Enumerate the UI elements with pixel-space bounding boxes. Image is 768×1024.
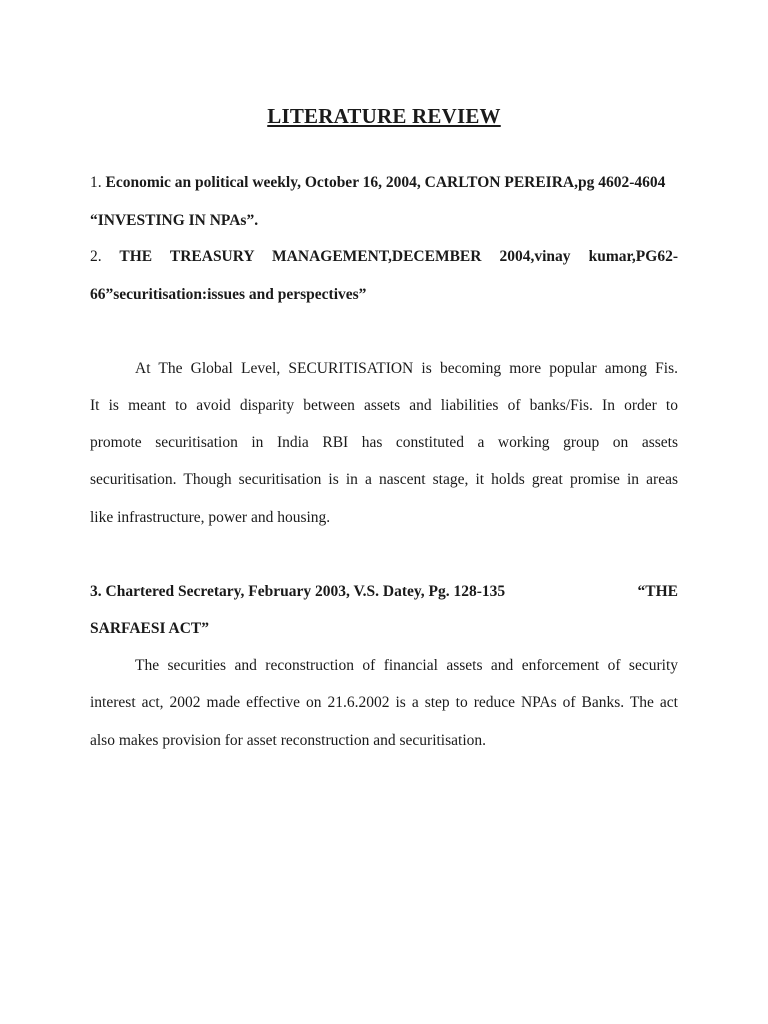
paragraph-2-line-3: also makes provision for asset reconstruction and securitisation. <box>90 732 487 749</box>
reference-2-number: 2. <box>90 248 102 265</box>
reference-1-citation: Economic an political weekly, October 16, 2004, CARLTON PEREIRA,pg 4602-4604 <box>105 174 666 191</box>
reference-2-citation: THE TREASURY MANAGEMENT,DECEMBER 2004,vinay kumar,PG62- <box>119 248 678 265</box>
paragraph-1-line-1: At The Global Level, SECURITISATION is becoming more popular among Fis. <box>135 360 678 377</box>
paragraph-1-line-4: securitisation. Though securitisation is in a nascent stage, it holds great promise in areas <box>90 471 678 488</box>
reference-3-title-start: “THE <box>637 583 678 600</box>
reference-2-line-1 <box>90 247 678 267</box>
paragraph-1-line-3: promote securitisation in India RBI has constituted a working group on assets <box>90 434 678 451</box>
reference-2-line-2: 66”securitisation:issues and perspectives” <box>90 286 367 303</box>
reference-1-line-1 <box>90 173 678 193</box>
reference-1-number: 1. <box>90 174 102 191</box>
paragraph-2-line-1: The securities and reconstruction of financial assets and enforcement of security <box>135 657 678 674</box>
page-title: LITERATURE REVIEW <box>267 104 501 128</box>
reference-3-line-1 <box>90 582 678 602</box>
reference-1-line-2: “INVESTING IN NPAs”. <box>90 212 259 229</box>
paragraph-1-line-2: It is meant to avoid disparity between assets and liabilities of banks/Fis. In order to <box>90 397 678 414</box>
paragraph-1-line-5: like infrastructure, power and housing. <box>90 509 331 526</box>
paragraph-2-line-2: interest act, 2002 made effective on 21.6.2002 is a step to reduce NPAs of Banks. The act <box>90 694 678 711</box>
reference-3-line-2: SARFAESI ACT” <box>90 620 210 637</box>
reference-3-citation: 3. Chartered Secretary, February 2003, V.S. Datey, Pg. 128-135 <box>90 583 506 600</box>
